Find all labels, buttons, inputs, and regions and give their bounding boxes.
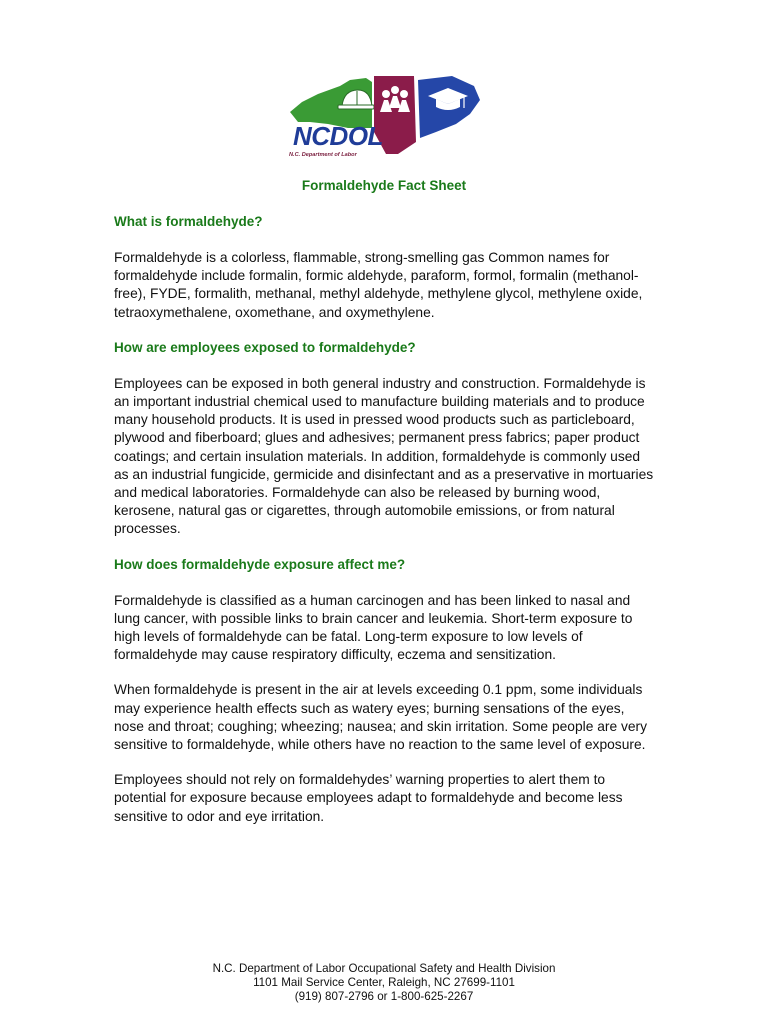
footer-address: 1101 Mail Service Center, Raleigh, NC 27699-1101 [253, 976, 515, 989]
paragraph-exposure: Employees can be exposed in both general industry and construction. Formaldehyde is an important industrial chemical used to manufacture building materials and to produce many household products. It is used in pressed wood products such as particleboard, plywood and fiberboard; glues and adhesives; permanent press fabrics; paper product coatings; and certain insulation materials. In addition, formaldehyde is commonly used as an industrial fungicide, germicide and disinfectant and as a preservative in mortuaries and medical laboratories. Formaldehyde can also be released by burning wood, kerosene, natural gas or cigarettes, through automobile emissions, or from natural processes. [114, 375, 654, 537]
footer-division: N.C. Department of Labor Occupational Safety and Health Division [212, 962, 556, 975]
page-title: Formaldehyde Fact Sheet [301, 178, 467, 193]
logo-subtitle: N.C. Department of Labor [289, 152, 357, 158]
section-heading-effects: How does formaldehyde exposure affect me? [114, 556, 406, 572]
logo-wordmark: NCDOL [293, 121, 383, 151]
document-body [114, 213, 654, 843]
paragraph-warning: Employees should not rely on formaldehydes’ warning properties to alert them to potential for exposure because employees adapt to formaldehyde and become less sensitive to odor and eye irritation. [114, 772, 623, 824]
paragraph-carcinogen: Formaldehyde is classified as a human carcinogen and has been linked to nasal and lung cancer, with possible links to brain cancer and leukemia. Short-term exposure to high levels of formaldehyde can be fatal. Long-term exposure to low levels of formaldehyde may cause respiratory difficulty, eczema and sensitization. [114, 592, 633, 663]
section-heading-what-is: What is formaldehyde? [114, 214, 263, 229]
paragraph-symptoms: When formaldehyde is present in the air at levels exceeding 0.1 ppm, some individuals may experience health effects such as watery eyes; burning sensations of the eyes, nose and throat; coughing; wheezing; nausea; and skin irritation. Some people are very sensitive to formaldehyde, while others have no reaction to the same level of exposure. [114, 682, 648, 753]
section-heading-exposure: How are employees exposed to formaldehyde? [114, 339, 416, 355]
page-footer [0, 962, 768, 1004]
paragraph-definition: Formaldehyde is a colorless, flammable, strong-smelling gas Common names for formaldehyde include formalin, formic aldehyde, paraform, formol, formalin (methanol-free), FYDE, formalith, methanal, methyl aldehyde, methylene glycol, methylene oxide, tetraoxymethalene, oxomethane, and oxymethylene. [114, 250, 643, 320]
footer-phone: (919) 807-2796 or 1-800-625-2267 [294, 990, 474, 1003]
